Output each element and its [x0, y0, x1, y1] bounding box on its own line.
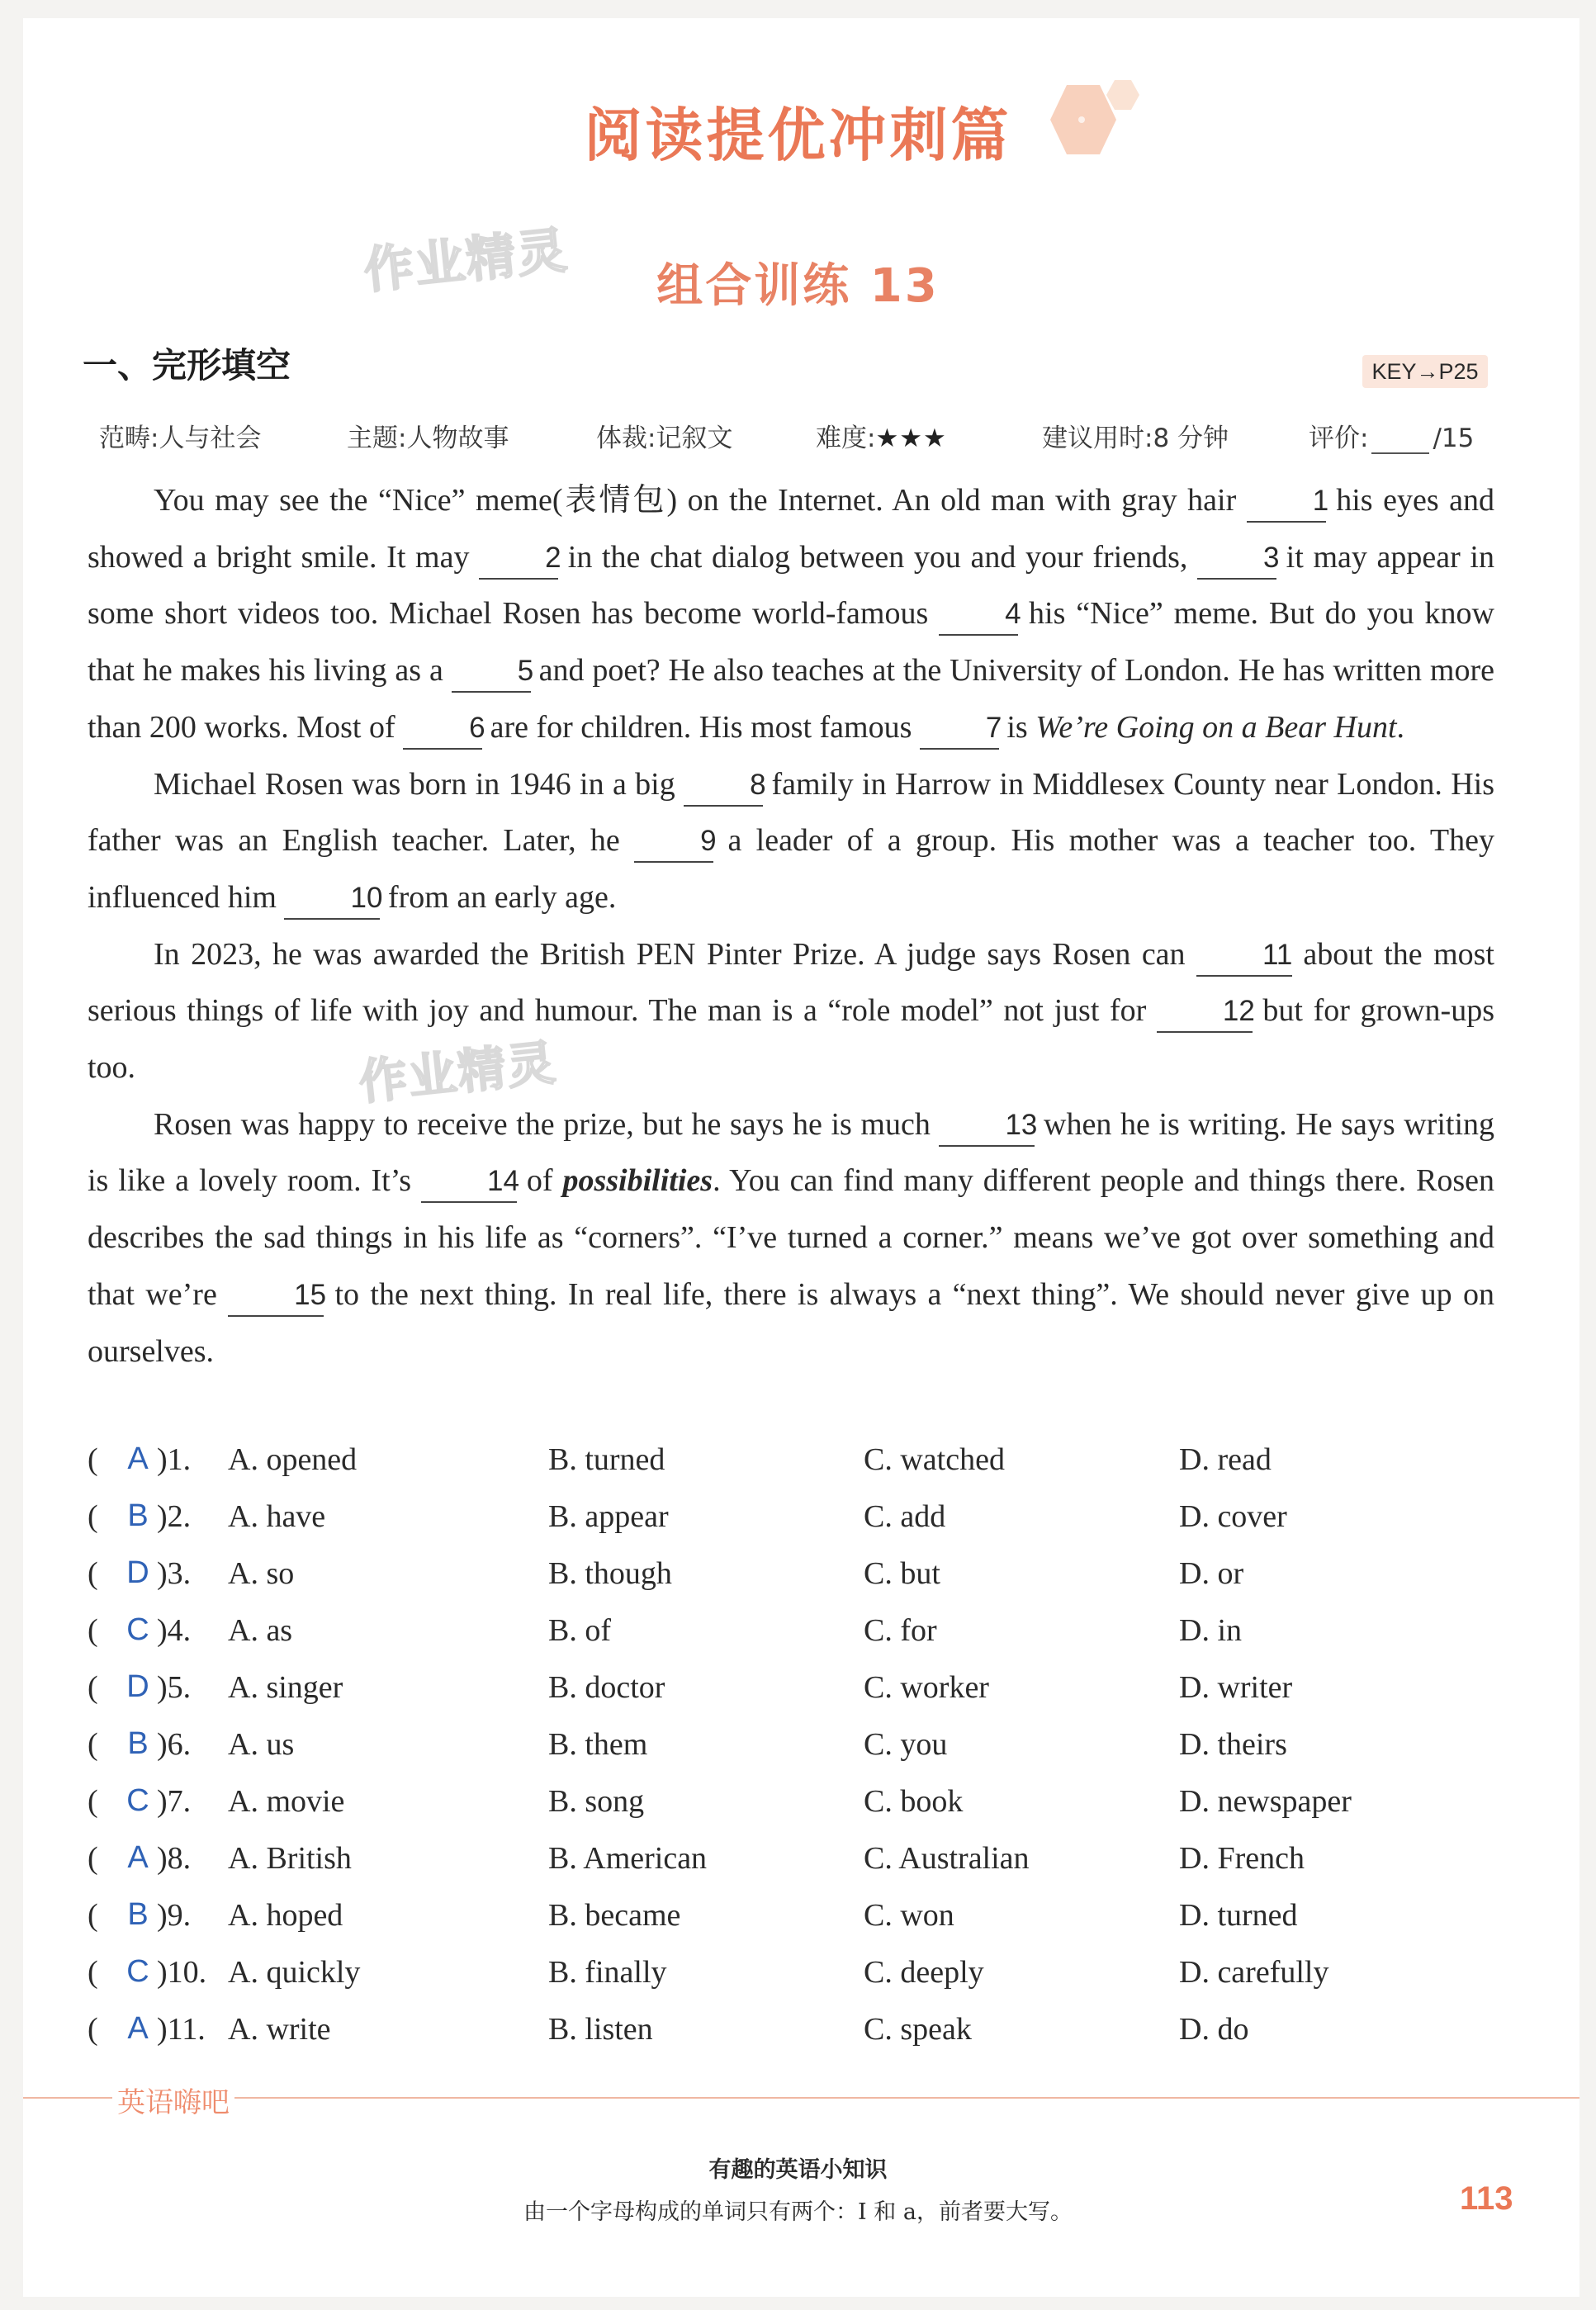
question-number: )11. — [157, 2012, 206, 2047]
text: You may see the “Nice” meme(表情包) on the Internet. An old man with gray hair — [154, 483, 1247, 518]
option-a[interactable]: A. movie — [228, 1784, 345, 1819]
hexagon-decoration-icon — [1034, 78, 1158, 169]
trivia-title: 有趣的英语小知识 — [708, 2157, 888, 2183]
question-number: )3. — [157, 1556, 192, 1591]
option-c[interactable]: C. add — [864, 1499, 946, 1534]
option-c[interactable]: C. watched — [864, 1442, 1005, 1477]
option-d[interactable]: D. cover — [1179, 1499, 1287, 1534]
question-row-5 — [88, 1669, 1508, 1726]
paren-open: ( — [88, 2012, 98, 2047]
question-row-1 — [88, 1441, 1508, 1498]
paren-open: ( — [88, 1613, 98, 1648]
blank-9[interactable]: 9 — [634, 821, 713, 863]
question-num: 4. — [167, 1613, 192, 1648]
paragraph-3 — [88, 926, 1494, 1096]
answer-9[interactable]: B — [127, 1897, 149, 1932]
answer-4[interactable]: C — [126, 1612, 149, 1647]
difficulty-label: 难度: — [816, 424, 876, 453]
banner-title: 阅读提优冲刺篇 — [584, 102, 1012, 169]
option-b[interactable]: B. listen — [548, 2012, 653, 2047]
question-number: )1. — [157, 1442, 192, 1477]
footer-divider — [23, 2097, 1579, 2099]
blank-3[interactable]: 3 — [1197, 538, 1276, 580]
option-d[interactable]: D. do — [1179, 2012, 1249, 2047]
question-number: )8. — [157, 1841, 192, 1876]
option-c[interactable]: C. for — [864, 1613, 937, 1648]
paren-open: ( — [88, 1442, 98, 1477]
question-row-6 — [88, 1726, 1508, 1783]
paragraph-1 — [88, 472, 1494, 756]
option-b[interactable]: B. of — [548, 1613, 611, 1648]
paren-open: ( — [88, 1784, 98, 1819]
answer-10[interactable]: C — [126, 1954, 149, 1989]
option-c[interactable]: C. book — [864, 1784, 964, 1819]
blank-5[interactable]: 5 — [452, 651, 531, 693]
option-b[interactable]: B. though — [548, 1556, 672, 1591]
question-number: )6. — [157, 1727, 192, 1762]
option-a[interactable]: A. so — [228, 1556, 295, 1591]
question-row-9 — [88, 1897, 1508, 1954]
option-a[interactable]: A. singer — [228, 1670, 343, 1705]
question-row-4 — [88, 1612, 1508, 1669]
blank-2[interactable]: 2 — [479, 538, 558, 580]
answer-5[interactable]: D — [126, 1669, 149, 1704]
paragraph-4 — [88, 1096, 1494, 1380]
option-c[interactable]: C. deeply — [864, 1955, 984, 1990]
blank-6[interactable]: 6 — [403, 708, 482, 750]
blank-7[interactable]: 7 — [920, 708, 999, 750]
options-list — [88, 1441, 1508, 2068]
info-theme: 主题:人物故事 — [347, 424, 509, 453]
blank-4[interactable]: 4 — [939, 594, 1018, 636]
info-time: 建议用时:8 分钟 — [1042, 424, 1229, 453]
score-total: /15 — [1433, 424, 1475, 453]
text: from an early age. — [380, 879, 617, 915]
book-title: We’re Going on a Bear Hunt — [1035, 709, 1397, 745]
question-num: 11. — [167, 2012, 206, 2047]
question-num: 2. — [167, 1499, 192, 1534]
answer-2[interactable]: B — [127, 1498, 149, 1533]
page-number: 113 — [1460, 2180, 1513, 2217]
answer-key-reference: KEY→P25 — [1362, 355, 1488, 388]
question-row-7 — [88, 1783, 1508, 1840]
text: and poet? He also teaches at the University of London. He has written more than 200 works. Most of — [88, 653, 1494, 745]
text: in the chat dialog between you and your friends, — [558, 539, 1198, 575]
question-num: 8. — [167, 1841, 192, 1876]
question-row-3 — [88, 1555, 1508, 1612]
option-b[interactable]: B. American — [548, 1841, 708, 1876]
option-a[interactable]: A. us — [228, 1727, 295, 1762]
text: his “Nice” meme. But do you know that he makes his living as a — [88, 596, 1494, 689]
paren-open: ( — [88, 1499, 98, 1534]
text: . You can find many different people and things there. Rosen describes the sad things in his life as “corners”. “I’ve turned a corner.” means we’ve got over something and that we’re — [88, 1163, 1494, 1312]
text: his eyes and showed a bright smile. It may — [88, 483, 1494, 575]
trivia-text: 由一个字母构成的单词只有两个：I 和 a，前者要大写。 — [523, 2199, 1073, 2225]
option-d[interactable]: D. theirs — [1179, 1727, 1287, 1762]
info-score — [1309, 417, 1474, 454]
option-d[interactable]: D. carefully — [1179, 1955, 1329, 1990]
info-difficulty — [816, 417, 947, 454]
answer-11[interactable]: A — [127, 2011, 149, 2046]
question-num: 9. — [167, 1898, 192, 1933]
paren-open: ( — [88, 1727, 98, 1762]
option-b[interactable]: B. song — [548, 1784, 645, 1819]
text: is — [998, 709, 1036, 745]
text: it may appear in some short videos too. Michael Rosen has become world-famous — [88, 539, 1494, 632]
exercise-title: 组合训练 13 — [656, 259, 940, 313]
question-num: 7. — [167, 1784, 192, 1819]
watermark: 作业精灵 — [356, 1034, 560, 1111]
option-c[interactable]: C. but — [864, 1556, 940, 1591]
question-num: 5. — [167, 1670, 192, 1705]
question-num: 1. — [167, 1442, 192, 1477]
text: family in Harrow in Middlesex County near London. His father was an English teacher. Later, he — [88, 766, 1494, 859]
blank-14[interactable]: 14 — [421, 1162, 517, 1203]
option-b[interactable]: B. them — [548, 1727, 648, 1762]
option-a[interactable]: A. British — [228, 1841, 352, 1876]
question-number: )5. — [157, 1670, 192, 1705]
option-b[interactable]: B. became — [548, 1898, 681, 1933]
option-b[interactable]: B. turned — [548, 1442, 665, 1477]
blank-13[interactable]: 13 — [939, 1105, 1035, 1147]
paren-open: ( — [88, 1898, 98, 1933]
paren-open: ( — [88, 1556, 98, 1591]
text: Michael Rosen was born in 1946 in a big — [154, 766, 684, 802]
question-number: )4. — [157, 1613, 192, 1648]
option-d[interactable]: D. writer — [1179, 1670, 1293, 1705]
text: but for grown-ups too. — [88, 993, 1494, 1086]
answer-8[interactable]: A — [127, 1840, 149, 1875]
question-row-8 — [88, 1840, 1508, 1897]
watermark: 作业精灵 — [361, 221, 571, 301]
answer-1[interactable]: A — [127, 1441, 149, 1476]
text: of — [516, 1163, 563, 1199]
option-c[interactable]: C. speak — [864, 2012, 972, 2047]
emphasis-word: possibilities — [562, 1163, 713, 1199]
question-number: )2. — [157, 1499, 192, 1534]
answer-7[interactable]: C — [126, 1783, 149, 1818]
text: In 2023, he was awarded the British PEN Pinter Prize. A judge says Rosen can — [154, 936, 1196, 972]
option-d[interactable]: D. or — [1179, 1556, 1244, 1591]
blank-11[interactable]: 11 — [1196, 935, 1292, 977]
text: to the next thing. In real life, there is always a “next thing”. We should never give up on ourselves. — [88, 1276, 1494, 1369]
footer-brand: 英语嗨吧 — [112, 2080, 234, 2120]
option-a[interactable]: A. hoped — [228, 1898, 343, 1933]
section-title: 一、完形填空 — [83, 345, 291, 386]
text: when he is writing. He says writing is like a lovely room. It’s — [88, 1106, 1495, 1199]
question-row-11 — [88, 2011, 1508, 2068]
info-scope: 范畴:人与社会 — [99, 424, 262, 453]
option-a[interactable]: A. quickly — [228, 1955, 361, 1990]
option-a[interactable]: A. have — [228, 1499, 326, 1534]
text: are for children. His most famous — [482, 709, 920, 745]
paragraph-2 — [88, 756, 1494, 926]
option-a[interactable]: A. write — [228, 2012, 331, 2047]
blank-12[interactable]: 12 — [1157, 992, 1253, 1033]
option-b[interactable]: B. doctor — [548, 1670, 665, 1705]
option-d[interactable]: D. in — [1179, 1613, 1242, 1648]
blank-15[interactable]: 15 — [228, 1276, 324, 1317]
blank-1[interactable]: 1 — [1247, 481, 1326, 523]
paren-open: ( — [88, 1670, 98, 1705]
option-d[interactable]: D. newspaper — [1179, 1784, 1352, 1819]
option-d[interactable]: D. read — [1179, 1442, 1272, 1477]
question-num: 10. — [167, 1955, 207, 1990]
cloze-passage — [88, 472, 1494, 1380]
text: Rosen was happy to receive the prize, but he says he is much — [154, 1106, 940, 1142]
info-genre: 体裁:记叙文 — [596, 424, 733, 453]
text: . — [1396, 709, 1405, 745]
score-label: 评价: — [1309, 424, 1369, 453]
question-row-10 — [88, 1954, 1508, 2011]
blank-8[interactable]: 8 — [684, 765, 763, 807]
option-c[interactable]: C. won — [864, 1898, 954, 1933]
option-b[interactable]: B. finally — [548, 1955, 667, 1990]
answer-6[interactable]: B — [127, 1726, 149, 1761]
question-num: 6. — [167, 1727, 192, 1762]
question-num: 3. — [167, 1556, 192, 1591]
paren-open: ( — [88, 1841, 98, 1876]
option-b[interactable]: B. appear — [548, 1499, 669, 1534]
question-number: )7. — [157, 1784, 192, 1819]
option-c[interactable]: C. you — [864, 1727, 948, 1762]
score-blank[interactable] — [1371, 428, 1429, 454]
option-c[interactable]: C. worker — [864, 1670, 989, 1705]
option-c[interactable]: C. Australian — [864, 1841, 1030, 1876]
text: a leader of a group. His mother was a teacher too. They influenced him — [88, 823, 1494, 915]
difficulty-stars: ★★★ — [875, 424, 947, 453]
text: about the most serious things of life with joy and humour. The man is a “role model” not just for — [88, 936, 1494, 1029]
paren-open: ( — [88, 1955, 98, 1990]
option-a[interactable]: A. opened — [228, 1442, 358, 1477]
option-d[interactable]: D. turned — [1179, 1898, 1298, 1933]
answer-3[interactable]: D — [126, 1555, 149, 1590]
option-a[interactable]: A. as — [228, 1613, 293, 1648]
question-number: )9. — [157, 1898, 192, 1933]
blank-10[interactable]: 10 — [284, 878, 380, 920]
question-number: )10. — [157, 1955, 207, 1990]
option-d[interactable]: D. French — [1179, 1841, 1305, 1876]
question-row-2 — [88, 1498, 1508, 1555]
